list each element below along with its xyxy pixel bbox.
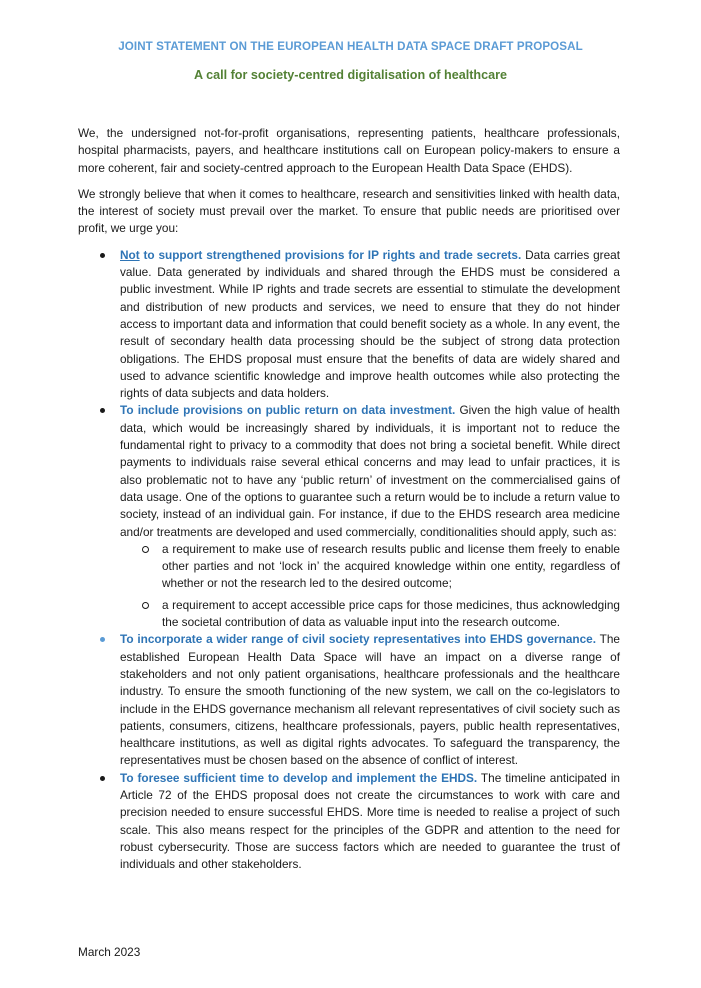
bullet-heading-text: to support strengthened provisions for IP rights and trade secrets. bbox=[139, 247, 522, 262]
bullet-icon bbox=[100, 408, 105, 413]
document-title: JOINT STATEMENT ON THE EUROPEAN HEALTH DATA SPACE DRAFT PROPOSAL bbox=[118, 40, 583, 53]
bullet-text: The timeline anticipated in Article 72 of the EHDS proposal does not create the circumstances to work with care and precision needed to ensure successful EHDS. More time is needed to realise a project of such scale. This also means respect for the principles of the GDPR and attention to the need for robust cybersecurity. Those are success factors which are needed to guarantee the trust of individuals and other stakeholders. bbox=[120, 770, 620, 872]
bullet-icon bbox=[100, 776, 105, 781]
bullet-heading bbox=[120, 248, 521, 262]
intro-paragraph: We strongly believe that when it comes to healthcare, research and sensitivities linked with health data, the interest of society must prevail over the market. To ensure that public needs are prioritised over profit, we urge you: bbox=[78, 186, 620, 236]
bullet-text: Data carries great value. Data generated by individuals and shared through the EHDS must be considered a public investment. While IP rights and trade secrets are essential to stimulate the development and distribution of new products and services, we need to ensure that they do not hinder access to important data and information that could benefit society as a whole. In any event, the result of secondary health data processing should be the subject of strong data protection obligations. The EHDS proposal must ensure that the benefits of data are widely shared and used to advance scientific knowledge and improve health outcomes while also protecting the rights of data subjects and data holders. bbox=[120, 247, 620, 401]
bullet-text: The established European Health Data Space will have an impact on a diverse range of stakeholders and not only patient organisations, healthcare professionals and the healthcare industry. To ensure the smooth functioning of the new system, we call on the co-legislators to include in the EHDS governance mechanism all relevant representatives of civil society such as patients, consumers, citizens, healthcare professionals, payers, public health representatives, healthcare institutions, as well as digital rights advocates. To safeguard the transparency, the representatives must be chosen based on the absence of conflict of interest. bbox=[120, 632, 620, 768]
document-body bbox=[78, 125, 620, 873]
list-item bbox=[120, 541, 620, 593]
bullet-text: Given the high value of health data, which would be increasingly shared by individuals, it is important not to reduce the fundamental right to privacy to a commodity that does not bring a societal benefit. While direct payments to individuals raise several ethical concerns and may lead to unfair practices, it is also problematic not to have any ‘public return’ of investment on the commercialised gains of data usage. One of the options to guarantee such a return would be to include a return value to society, instead of an individual gain. For instance, if due to the EHDS research area medicine and/or treatments are developed and used commercially, conditionalities should apply, such as: bbox=[120, 403, 620, 539]
subitem-text: a requirement to accept accessible price caps for those medicines, thus acknowledging the societal contribution of data as valuable input into the research outcome. bbox=[162, 597, 620, 630]
intro-paragraph: We, the undersigned not-for-profit organisations, representing patients, healthcare professionals, hospital pharmacists, payers, and healthcare institutions call on European policy-makers to ensure a more coherent, fair and society-centred approach to the European Health Data Space (EHDS). bbox=[78, 126, 620, 175]
circle-bullet-icon bbox=[142, 546, 149, 553]
conditionalities-list bbox=[120, 541, 620, 631]
bullet-icon bbox=[100, 637, 105, 642]
document-subtitle: A call for society-centred digitalisation of healthcare bbox=[193, 68, 508, 82]
subitem-text: a requirement to make use of research results public and license them freely to enable other parties and not ‘lock in’ the acquired knowledge within one entity, regardless of whether or not the research led to the desired outcome; bbox=[162, 541, 620, 591]
bullet-heading: To foresee sufficient time to develop and implement the EHDS. bbox=[120, 770, 478, 785]
list-item bbox=[78, 631, 620, 769]
list-item bbox=[78, 247, 620, 403]
demands-list bbox=[78, 247, 620, 874]
bullet-icon bbox=[100, 253, 105, 258]
bullet-heading-underlined: Not bbox=[120, 247, 140, 262]
list-item bbox=[78, 402, 620, 631]
circle-bullet-icon bbox=[142, 602, 149, 609]
footer-date: March 2023 bbox=[78, 945, 141, 959]
bullet-heading: To include provisions on public return on data investment. bbox=[120, 403, 456, 418]
list-item bbox=[78, 770, 620, 874]
list-item bbox=[120, 597, 620, 632]
bullet-heading: To incorporate a wider range of civil society representatives into EHDS governance. bbox=[120, 632, 597, 647]
